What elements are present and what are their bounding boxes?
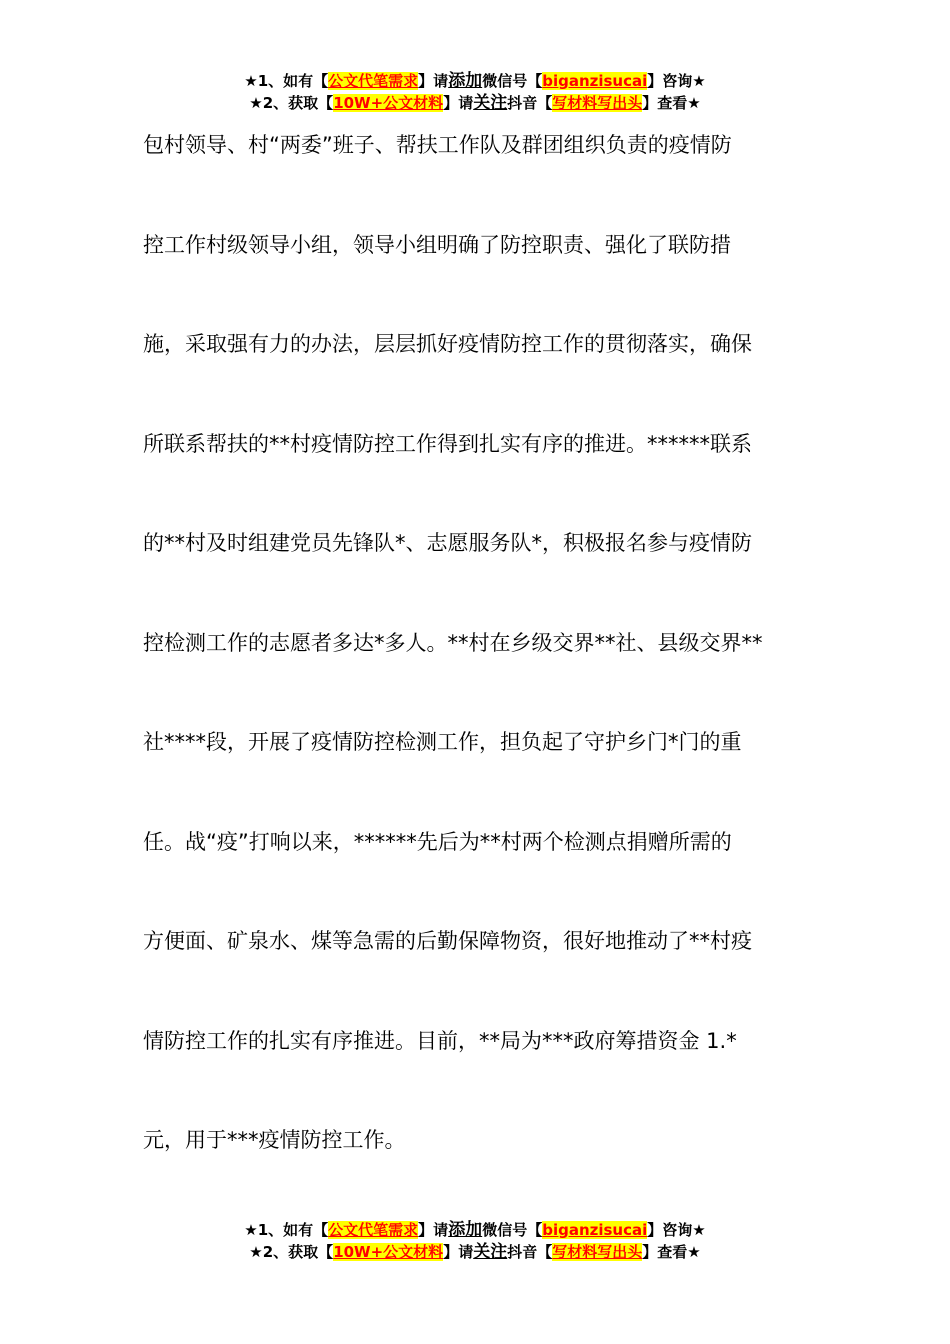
banner-text: 微信号【 [482,72,543,90]
body-line: 元，用于***疫情防控工作。 [143,1128,406,1152]
highlight-materials: 10W+公文材料 [333,94,444,112]
banner-line-2 [0,92,950,114]
emphasis-follow: 关注 [473,1242,508,1262]
banner-text: 】请 [418,72,449,90]
banner-text: 微信号【 [482,1221,543,1239]
body-line: 社****段，开展了疫情防控检测工作，担负起了守护乡门*门的重 [143,730,742,754]
highlight-materials: 10W+公文材料 [333,1243,444,1261]
banner-line-2 [0,1241,950,1263]
highlight-wechat-id: biganzisucai [542,72,648,90]
banner-line-1 [0,70,950,92]
banner-text: ★2、获取【 [249,1243,334,1261]
body-line: 包村领导、村“两委”班子、帮扶工作队及群团组织负责的疫情防 [143,133,732,157]
body-line: 方便面、矿泉水、煤等急需的后勤保障物资，很好地推动了**村疫 [143,929,752,953]
highlight-douyin: 写材料写出头 [552,94,643,112]
emphasis-add: 添加 [448,71,483,91]
banner-text: 抖音【 [507,94,553,112]
banner-text: 】请 [443,1243,474,1261]
highlight-wechat-id: biganzisucai [542,1221,648,1239]
emphasis-follow: 关注 [473,93,508,113]
highlight-douyin: 写材料写出头 [552,1243,643,1261]
body-line: 施，采取强有力的办法，层层抓好疫情防控工作的贯彻落实，确保 [143,332,752,356]
body-line: 控检测工作的志愿者多达*多人。**村在乡级交界**社、县级交界** [143,630,763,655]
footer-banner [0,1219,950,1263]
banner-text: 】咨询★ [647,1221,706,1239]
banner-text: ★2、获取【 [249,94,334,112]
banner-text: 】请 [418,1221,449,1239]
highlight-service: 公文代笔需求 [328,72,419,90]
banner-text: ★1、如有【 [244,1221,329,1239]
header-banner [0,70,950,114]
body-line: 控工作村级领导小组，领导小组明确了防控职责、强化了联防措 [143,232,731,257]
body-line: 所联系帮扶的**村疫情防控工作得到扎实有序的推进。******联系 [143,431,752,456]
body-line: 情防控工作的扎实有序推进。目前，**局为***政府筹措资金 1.* [143,1028,737,1053]
banner-text: 】查看★ [642,94,701,112]
document-body [143,125,808,1220]
banner-text: 】请 [443,94,474,112]
highlight-service: 公文代笔需求 [328,1221,419,1239]
body-line: 任。战“疫”打响以来，******先后为**村两个检测点捐赠所需的 [143,829,732,854]
banner-text: 】查看★ [642,1243,701,1261]
emphasis-add: 添加 [448,1220,483,1240]
banner-text: 抖音【 [507,1243,553,1261]
body-line: 的**村及时组建党员先锋队*、志愿服务队*，积极报名参与疫情防 [143,531,752,555]
banner-text: 】咨询★ [647,72,706,90]
banner-text: ★1、如有【 [244,72,329,90]
banner-line-1 [0,1219,950,1241]
